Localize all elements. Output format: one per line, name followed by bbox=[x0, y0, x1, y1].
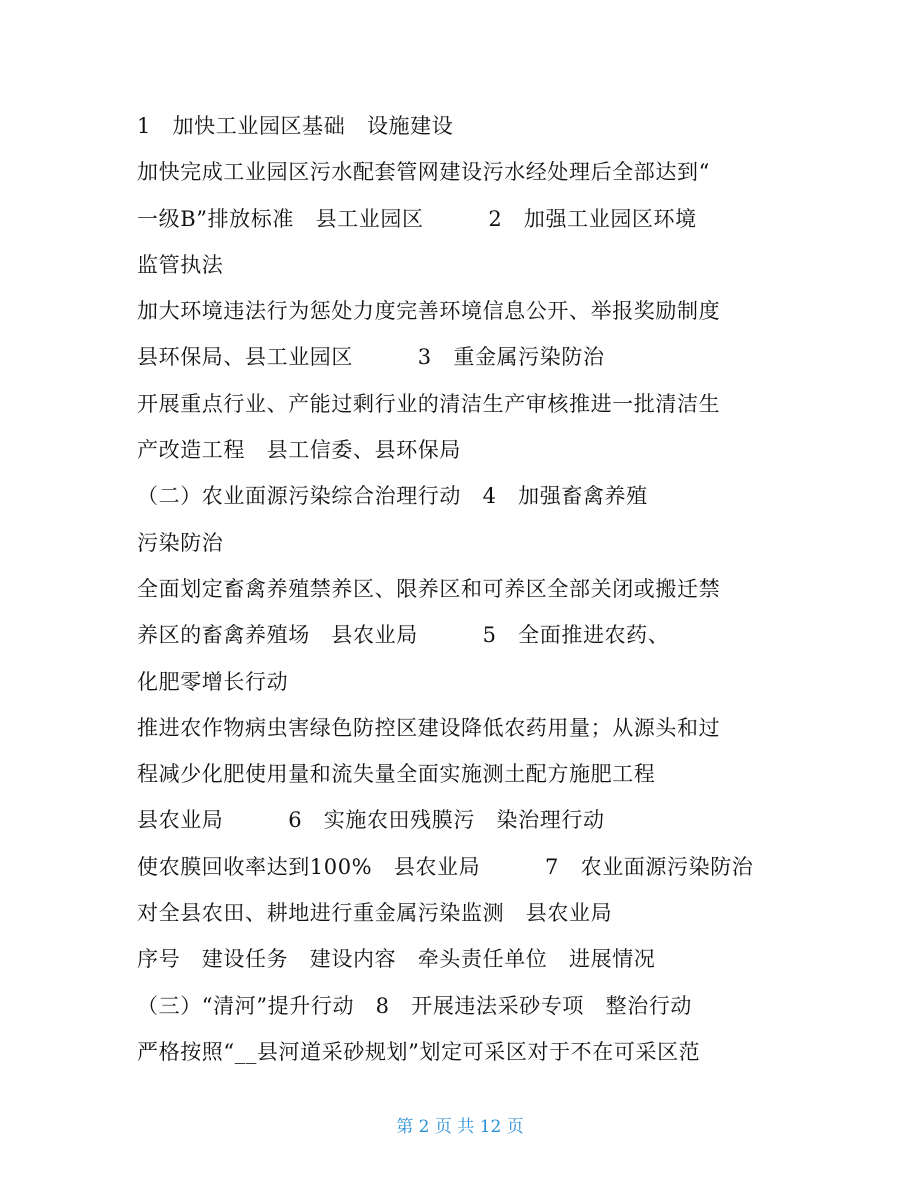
document-body bbox=[137, 103, 797, 1075]
text-line-5: 加大环境违法行为惩处力度完善环境信息公开、举报奖励制度 bbox=[137, 299, 721, 324]
text-line-7: 开展重点行业、产能过剩行业的清洁生产审核推进一批清洁生 bbox=[137, 391, 721, 416]
text-line-20: （三）“清河”提升行动 8 开展违法采砂专项 整治行动 bbox=[137, 993, 693, 1018]
text-line-21: 严格按照“__县河道采砂规划”划定可采区对于不在可采区范 bbox=[137, 1039, 701, 1064]
text-line-18: 对全县农田、耕地进行重金属污染监测 县农业局 bbox=[137, 901, 613, 926]
text-line-19: 序号 建设任务 建设内容 牵头责任单位 进展情况 bbox=[137, 947, 656, 972]
page-number-footer: 第 2 页 共 12 页 bbox=[396, 1117, 524, 1137]
text-line-16: 县农业局 6 实施农田残膜污 染治理行动 bbox=[137, 808, 605, 833]
text-line-2: 加快完成工业园区污水配套管网建设污水经处理后全部达到“ bbox=[137, 160, 710, 185]
text-line-4: 监管执法 bbox=[137, 252, 224, 277]
text-line-12: 养区的畜禽养殖场 县农业局 5 全面推进农药、 bbox=[137, 623, 670, 648]
text-line-3: 一级B”排放标准 县工业园区 2 加强工业园区环境 bbox=[137, 206, 697, 231]
text-line-13: 化肥零增长行动 bbox=[137, 669, 289, 694]
text-line-14: 推进农作物病虫害绿色防控区建设降低农药用量；从源头和过 bbox=[137, 715, 721, 740]
text-line-9: （二）农业面源污染综合治理行动 4 加强畜禽养殖 bbox=[137, 484, 648, 509]
text-line-8: 产改造工程 县工信委、县环保局 bbox=[137, 438, 461, 463]
text-line-1: 1 加快工业园区基础 设施建设 bbox=[137, 114, 454, 138]
text-line-11: 全面划定畜禽养殖禁养区、限养区和可养区全部关闭或搬迁禁 bbox=[137, 576, 721, 601]
text-line-6: 县环保局、县工业园区 3 重金属污染防治 bbox=[137, 345, 605, 370]
text-line-17: 使农膜回收率达到100% 县农业局 7 农业面源污染防治 bbox=[137, 854, 754, 879]
text-line-10: 污染防治 bbox=[137, 530, 224, 555]
text-line-15: 程减少化肥使用量和流失量全面实施测土配方施肥工程 bbox=[137, 762, 656, 787]
